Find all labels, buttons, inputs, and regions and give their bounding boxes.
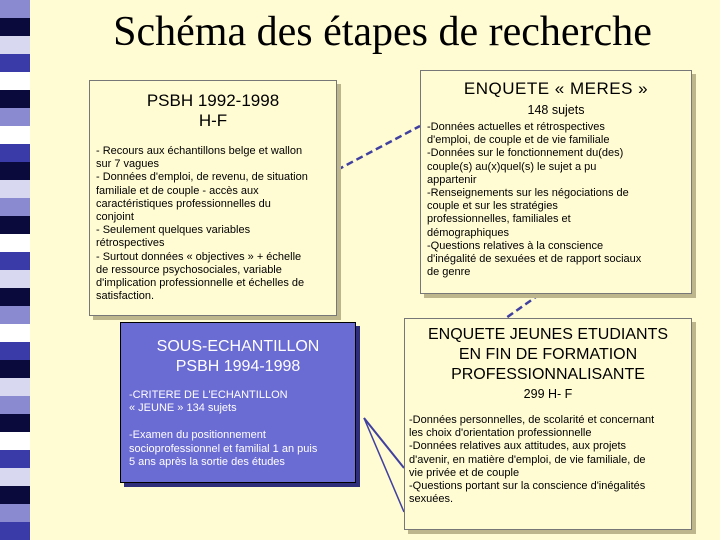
psbh-body-line: conjoint: [96, 211, 134, 224]
psbh-body-line: d'implication professionnelle et échelles de: [96, 277, 305, 290]
jeunes-body-line: -Données relatives aux attitudes, aux projets: [409, 440, 627, 453]
psbh-body-line: satisfaction.: [96, 290, 155, 303]
meres-body-line: -Questions relatives à la conscience: [427, 239, 604, 252]
psbh-title-line2: H-F: [198, 111, 228, 130]
meres-body-line: -Renseignements sur les négociations de: [427, 187, 629, 200]
page-title: Schéma des étapes de recherche: [113, 9, 652, 55]
psbh-title: [96, 91, 330, 131]
psbh-body-line: - Données d'emploi, de revenu, de situation: [96, 171, 308, 184]
sous-title-line2: PSBH 1994-1998: [175, 358, 301, 375]
jeunes-body-line: -Données personnelles, de scolarité et concernant: [409, 414, 655, 426]
meres-subtitle: 148 sujets: [527, 103, 585, 117]
meres-body-line: de genre: [427, 266, 471, 279]
psbh-body-line: - Recours aux échantillons belge et wallon: [96, 145, 303, 157]
psbh-box: [89, 80, 337, 316]
sous-body-line: -Examen du positionnement: [129, 429, 266, 442]
meres-title: ENQUETE « MERES »: [463, 79, 649, 98]
sous-body-line: socioprofessionnel et familial 1 an puis: [129, 442, 318, 455]
jeunes-body-line: vie privée et de couple: [409, 466, 520, 479]
meres-body-line: d'inégalité de sexuées et de rapport sociaux: [427, 253, 642, 266]
meres-box: [420, 70, 692, 294]
jeunes-body-line: les choix d'orientation professionnelle: [409, 427, 592, 440]
sous-echantillon-box: [120, 322, 356, 483]
meres-body-line: démographiques: [427, 226, 509, 239]
psbh-title-line1: PSBH 1992-1998: [146, 91, 280, 110]
sous-body-line: 5 ans après la sortie des études: [129, 455, 285, 468]
psbh-body-line: caractéristiques professionnelles du: [96, 197, 271, 210]
jeunes-title-line1: ENQUETE JEUNES ETUDIANTS: [427, 326, 669, 343]
meres-body-line: appartenir: [427, 173, 477, 186]
sous-title-line1: SOUS-ECHANTILLON: [156, 338, 320, 355]
meres-body-line: -Données sur le fonctionnement du(des): [427, 147, 624, 160]
jeunes-title: [409, 325, 687, 385]
jeunes-body-line: sexuées.: [409, 493, 454, 506]
psbh-body-line: de ressource psychosociales, variable: [96, 263, 282, 276]
meres-body-line: couple(s) au(x)quel(s) le sujet a pu: [427, 160, 597, 173]
sous-body1: [129, 389, 347, 415]
meres-body-line: d'emploi, de couple et de vie familiale: [427, 134, 610, 147]
sous-body-line: -CRITERE DE L'ECHANTILLON: [129, 389, 288, 401]
sous-body-line: « JEUNE » 134 sujets: [129, 402, 237, 415]
psbh-body-line: rétrospectives: [96, 237, 165, 250]
psbh-body-line: - Surtout données « objectives » + échelle: [96, 250, 302, 263]
psbh-body-line: sur 7 vagues: [96, 158, 159, 171]
psbh-body: [96, 145, 330, 303]
jeunes-subtitle: 299 H- F: [523, 387, 573, 401]
jeunes-body: [409, 414, 687, 506]
jeunes-title-line3: PROFESSIONNALISANTE: [451, 366, 645, 383]
dashed-connector-psbh-meres: [337, 126, 420, 170]
jeunes-title-line2: EN FIN DE FORMATION: [458, 346, 638, 363]
meres-body-line: -Données actuelles et rétrospectives: [427, 121, 605, 133]
jeunes-body-line: -Questions portant sur la conscience d'inégalités: [409, 480, 646, 493]
connector-sous-jeunes: [364, 418, 404, 468]
meres-body-line: professionnelles, familiales et: [427, 213, 571, 226]
jeunes-body-line: d'avenir, en matière d'emploi, de vie familiale, de: [409, 453, 646, 466]
jeunes-box: [404, 318, 692, 530]
dashed-connector-meres-jeunes: [506, 294, 540, 318]
sous-body2: [129, 429, 347, 469]
psbh-body-line: - Seulement quelques variables: [96, 224, 251, 237]
sous-title: [129, 337, 347, 377]
connector-sous-jeunes-2: [364, 418, 404, 512]
meres-body-line: couple et sur les stratégies: [427, 200, 558, 213]
meres-body: [427, 121, 685, 279]
psbh-body-line: familiale et de couple - accès aux: [96, 184, 259, 197]
